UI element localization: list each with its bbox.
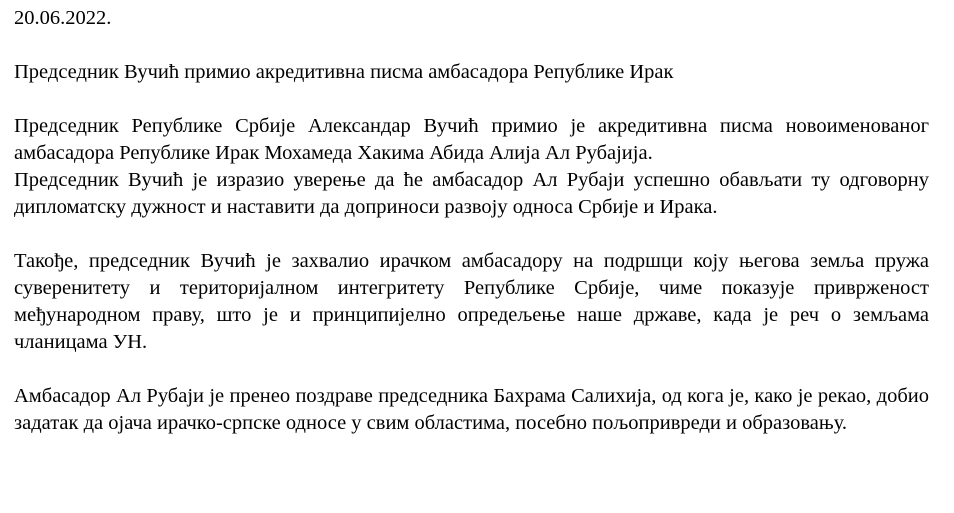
document-paragraph-1 [14, 113, 929, 221]
paragraph-1-sentence-1: Председник Републике Србије Александар Вучић примио је акредитивна писма новоименованог амбасадора Републике Ирак Мохамеда Хакима Абида Алија Ал Рубајија. [14, 115, 929, 164]
document-paragraph-2: Такође, председник Вучић је захвалио ирачком амбасадору на подршци коју његова земља пружа суверенитету и територијалном интегритету Републике Србије, чиме показује привржeност међународном праву, што је и принципијелно опредељење наше државе, када је реч о земљама чланицама УН. [14, 250, 929, 353]
document-date: 20.06.2022. [14, 7, 112, 29]
paragraph-1-sentence-2: Председник Вучић је изразио уверење да ће амбасадор Ал Рубаји успешно обављати ту одговорну дипломатску дужност и наставити да доприноси развоју односа Србије и Ирака. [14, 169, 929, 218]
document-paragraph-3: Амбасадор Ал Рубаји је пренео поздраве председника Бахрама Салихија, од кога је, како је рекао, добио задатак да ојача ирачко-српске односе у свим областима, посебно пољопривреди и образовању. [14, 385, 929, 434]
document-body [14, 5, 929, 464]
document-title: Председник Вучић примио акредитивна писма амбасадора Републике Ирак [14, 61, 674, 83]
